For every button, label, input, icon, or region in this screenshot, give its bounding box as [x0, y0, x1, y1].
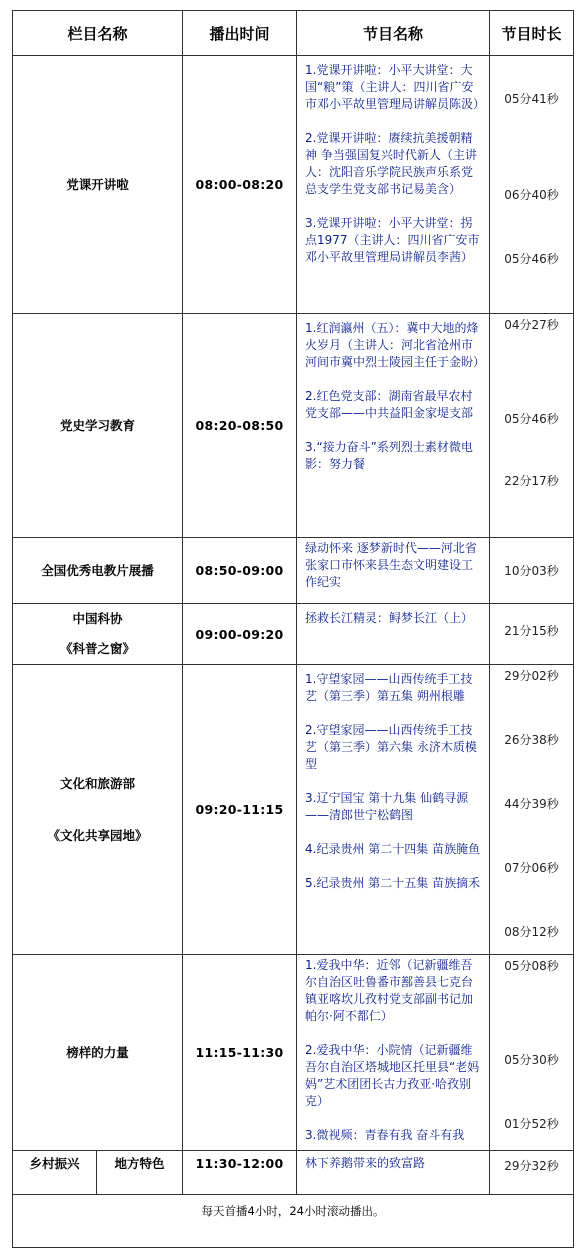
- duration: 01分52秒: [504, 1117, 559, 1131]
- duration: 05分41秒: [504, 92, 559, 106]
- program-item: 2.爱我中华：小院情（记新疆维吾尔自治区塔城地区托里县“老妈妈”艺术团团长古力孜亚·哈孜别克）: [305, 1043, 480, 1108]
- program-list: [297, 604, 490, 665]
- duration: 05分46秒: [504, 252, 559, 266]
- table-row: [13, 314, 574, 538]
- header-program-name: 节目名称: [297, 11, 490, 56]
- duration: 26分38秒: [504, 733, 559, 747]
- program-item: 1.红润瀛州（五）：冀中大地的烽火岁月（主讲人：河北省沧州市河间市冀中烈士陵园主任于金盼）: [305, 321, 486, 369]
- program-list: [297, 538, 490, 604]
- header-duration: 节目时长: [490, 11, 574, 56]
- air-time: 08:20-08:50: [183, 314, 297, 538]
- column-name-cell: [13, 955, 183, 1151]
- column-name: 中国科协: [72, 611, 123, 626]
- table-row: [13, 56, 574, 314]
- table-row: [13, 665, 574, 955]
- table-row: [13, 604, 574, 665]
- program-item: 1.爱我中华：近邻（记新疆维吾尔自治区吐鲁番市鄯善县七克台镇亚喀坎儿孜村党支部副书记加帕尔·阿不都仁）: [305, 958, 474, 1023]
- column-name-right: 地方特色: [97, 1151, 183, 1195]
- duration-cell: [490, 1151, 574, 1195]
- program-item: 4.纪录贵州 第二十四集 苗族腌鱼: [305, 842, 481, 856]
- table-row: [13, 1151, 574, 1195]
- duration: 05分30秒: [504, 1053, 559, 1067]
- program-item: 5.纪录贵州 第二十五集 苗族摘禾: [305, 876, 481, 890]
- program-list: [297, 955, 490, 1151]
- air-time: 09:20-11:15: [183, 665, 297, 955]
- duration-cell: [490, 604, 574, 665]
- header-air-time: 播出时间: [183, 11, 297, 56]
- program-list: [297, 665, 490, 955]
- table-row: [13, 538, 574, 604]
- program-item: 林下养鹅带来的致富路: [305, 1156, 426, 1170]
- air-time: 08:50-09:00: [183, 538, 297, 604]
- column-name: 党史学习教育: [60, 417, 136, 433]
- table-row: [13, 955, 574, 1151]
- program-item: 3.辽宁国宝 第十九集 仙鹤寻源——清郎世宁松鹤图: [305, 791, 469, 822]
- column-subname: 《文化共享园地》: [47, 827, 148, 843]
- duration: 05分08秒: [504, 959, 559, 973]
- column-name-cell: [13, 314, 183, 538]
- duration-cell: [490, 56, 574, 314]
- duration: 29分02秒: [504, 669, 559, 683]
- air-time: 11:30-12:00: [183, 1151, 297, 1195]
- column-name-cell: [13, 665, 183, 955]
- duration: 22分17秒: [504, 474, 559, 488]
- column-name: 全国优秀电教片展播: [41, 562, 154, 578]
- program-item: 1.党课开讲啦：小平大讲堂：大国“粮”策（主讲人：四川省广安市邓小平故里管理局讲解员陈汲）: [305, 63, 486, 111]
- duration: 04分27秒: [504, 318, 559, 332]
- column-name-left: 乡村振兴: [13, 1151, 97, 1195]
- column-name-cell: [13, 538, 183, 604]
- program-item: 2.党课开讲啦：赓续抗美援朝精神 争当强国复兴时代新人（主讲人：沈阳音乐学院民族声乐系党总支学生党支部书记易美含）: [305, 131, 477, 196]
- program-item: 3.微视频：青春有我 奋斗有我: [305, 1128, 465, 1142]
- column-name: 文化和旅游部: [60, 775, 136, 791]
- column-subname: 《科普之窗》: [60, 641, 136, 656]
- footer-row: [13, 1195, 574, 1248]
- program-list: [297, 314, 490, 538]
- program-list: [297, 56, 490, 314]
- air-time: 08:00-08:20: [183, 56, 297, 314]
- air-time: 09:00-09:20: [183, 604, 297, 665]
- column-name-cell: [13, 56, 183, 314]
- duration-cell: [490, 538, 574, 604]
- duration: 29分32秒: [504, 1159, 559, 1173]
- duration: 07分06秒: [504, 861, 559, 875]
- program-list: [297, 1151, 490, 1195]
- program-item: 2.红色党支部：湖南省最早农村党支部——中共益阳金家堤支部: [305, 389, 474, 420]
- header-column-name: 栏目名称: [13, 11, 183, 56]
- program-item: 1.守望家园——山西传统手工技艺（第三季）第五集 朔州根雕: [305, 672, 473, 703]
- column-name: 榜样的力量: [66, 1044, 129, 1060]
- program-item: 绿动怀来 逐梦新时代——河北省张家口市怀来县生态文明建设工作纪实: [305, 541, 477, 589]
- duration: 08分12秒: [504, 925, 559, 939]
- header-row: [13, 11, 574, 56]
- program-item: 拯救长江精灵：鲟梦长江（上）: [305, 611, 474, 625]
- column-name: 党课开讲啦: [66, 176, 129, 192]
- duration: 10分03秒: [504, 564, 559, 578]
- program-item: 3.“接力奋斗”系列烈士素材微电影：努力餐: [305, 440, 473, 471]
- program-item: 2.守望家园——山西传统手工技艺（第三季）第六集 永济木质模型: [305, 723, 477, 771]
- duration: 05分46秒: [504, 412, 559, 426]
- duration: 06分40秒: [504, 188, 559, 202]
- footer-note: 每天首播4小时，24小时滚动播出。: [13, 1195, 574, 1248]
- schedule-table: [12, 10, 574, 1248]
- duration-cell: [490, 955, 574, 1151]
- column-name-cell: [13, 604, 183, 665]
- air-time: 11:15-11:30: [183, 955, 297, 1151]
- program-item: 3.党课开讲啦：小平大讲堂：拐点1977（主讲人：四川省广安市邓小平故里管理局讲解员李茜）: [305, 216, 480, 264]
- duration: 44分39秒: [504, 797, 559, 811]
- duration-cell: [490, 665, 574, 955]
- duration-cell: [490, 314, 574, 538]
- duration: 21分15秒: [504, 624, 559, 638]
